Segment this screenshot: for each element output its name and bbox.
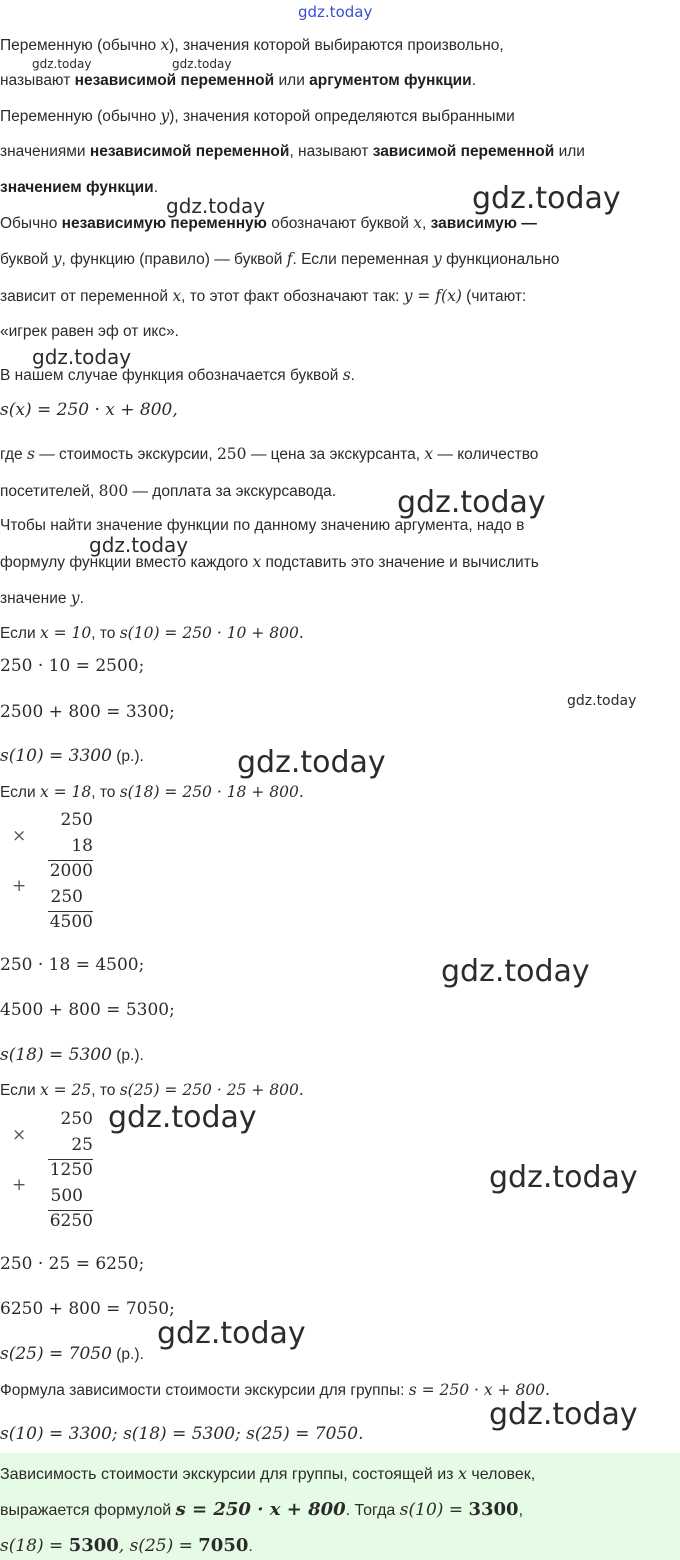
answer-box xyxy=(0,1453,680,1560)
text: , функцию (правило) — буквой xyxy=(61,251,287,268)
math-formula: y = f(x) xyxy=(403,287,462,305)
column-multiplication xyxy=(0,1107,120,1231)
answer-value: 7050 xyxy=(198,1535,249,1556)
answer-value: 5300 xyxy=(68,1535,119,1556)
text: , xyxy=(518,1502,524,1519)
text: Если xyxy=(0,784,40,801)
math-var: x xyxy=(413,214,422,232)
calc-step: 4500 + 800 = 5300; xyxy=(0,1000,175,1020)
math-formula: x = 25 xyxy=(39,1081,92,1099)
watermark: gdz.today xyxy=(237,745,386,780)
text: . xyxy=(350,367,355,384)
bold-term: зависимую — xyxy=(430,215,537,232)
text: или xyxy=(274,72,310,89)
math-var: y xyxy=(70,589,80,607)
text: посетителей, xyxy=(0,483,99,500)
math-var: f xyxy=(286,250,293,268)
text: ), значения которой определяются выбранными xyxy=(169,108,515,125)
summary-values xyxy=(0,1423,680,1445)
text: называют xyxy=(0,72,75,89)
text: , то этот факт обозначают так: xyxy=(181,288,404,305)
paragraph-line xyxy=(0,105,680,128)
bold-term: зависимой переменной xyxy=(372,143,555,160)
math-formula: s(10) = 3300; s(18) = 5300; s(25) = 7050. xyxy=(0,1424,364,1444)
paragraph-line xyxy=(0,480,680,503)
function-formula xyxy=(0,399,680,421)
watermark: gdz.today xyxy=(108,1100,257,1135)
factor: 18 xyxy=(71,836,93,856)
calc-heading xyxy=(0,781,680,804)
plus-sign: + xyxy=(12,876,27,896)
watermark-top: gdz.today xyxy=(298,3,373,21)
text: буквой xyxy=(0,251,53,268)
math-formula: s(18) = 250 · 18 + 800. xyxy=(119,783,304,801)
text: зависит от переменной xyxy=(0,288,173,305)
product: 4500 xyxy=(49,912,93,932)
text: человек, xyxy=(466,1466,536,1483)
text: ), значения которой выбираются произвольно, xyxy=(169,37,504,54)
math-formula: x = 18 xyxy=(39,783,92,801)
math-formula: s(x) = 250 · x + 800, xyxy=(0,400,178,420)
calc-step: 6250 + 800 = 7050; xyxy=(0,1299,175,1319)
math-formula: s(25) = 7050 xyxy=(0,1344,112,1364)
math-formula: s(10) = 250 · 10 + 800. xyxy=(119,624,304,642)
summary-line xyxy=(0,1379,680,1402)
text: (р.). xyxy=(111,1346,144,1363)
paragraph-line xyxy=(0,364,680,387)
text: Если xyxy=(0,1082,40,1099)
times-sign: × xyxy=(12,826,27,846)
text: , то xyxy=(91,784,120,801)
paragraph-line xyxy=(0,587,680,610)
text: В нашем случае функция обозначается буквой xyxy=(0,367,343,384)
paragraph-line xyxy=(0,248,680,271)
paragraph-line xyxy=(0,70,680,92)
bold-term: независимой переменной xyxy=(89,143,290,160)
text: . Если переменная xyxy=(292,251,434,268)
text: значение xyxy=(0,590,71,607)
factor: 250 xyxy=(60,1109,93,1129)
text: — цена за экскурсанта, xyxy=(246,446,425,463)
text: выражается формулой xyxy=(0,1502,176,1519)
text: формулу функции вместо каждого xyxy=(0,554,253,571)
plus-sign: + xyxy=(12,1175,27,1195)
watermark: gdz.today xyxy=(157,1316,306,1351)
calc-result xyxy=(0,1044,680,1067)
partial-product: 1250 xyxy=(49,1160,93,1180)
partial-product: 2000 xyxy=(49,861,93,881)
math-formula: s(18) = xyxy=(0,1536,69,1556)
text: Обычно xyxy=(0,215,62,232)
text: , то xyxy=(91,1082,120,1099)
watermark: gdz.today xyxy=(89,533,189,557)
calc-result xyxy=(0,745,680,768)
factor: 250 xyxy=(60,810,93,830)
text: «игрек равен эф от икс». xyxy=(0,323,179,340)
watermark: gdz.today xyxy=(166,194,266,218)
text: значениями xyxy=(0,143,90,160)
text: (читают: xyxy=(461,288,527,305)
partial-product: 500 xyxy=(50,1186,83,1206)
text: Чтобы найти значение функции по данному значению аргумента, надо в xyxy=(0,517,525,534)
text: , xyxy=(421,215,431,232)
watermark: gdz.today xyxy=(32,345,132,369)
math-formula: s(10) = 3300 xyxy=(0,746,112,766)
calc-step: 2500 + 800 = 3300; xyxy=(0,702,175,722)
watermark: gdz.today xyxy=(172,57,232,71)
watermark: gdz.today xyxy=(441,954,590,989)
math-formula: s(25) = 250 · 25 + 800. xyxy=(119,1081,304,1099)
math-num: 800 xyxy=(98,482,129,500)
watermark: gdz.today xyxy=(472,181,621,216)
answer-line xyxy=(0,1463,680,1486)
text: обозначают буквой xyxy=(266,215,414,232)
text: (р.). xyxy=(111,1047,144,1064)
calc-step: 250 · 18 = 4500; xyxy=(0,955,145,975)
answer-formula: s = 250 · x + 800 xyxy=(175,1499,346,1520)
watermark: gdz.today xyxy=(567,693,637,709)
paragraph-line xyxy=(0,443,680,466)
paragraph-line xyxy=(0,141,680,163)
partial-product: 250 xyxy=(50,887,83,907)
math-var: x xyxy=(252,553,262,571)
text: — стоимость экскурсии, xyxy=(34,446,217,463)
math-var: y xyxy=(160,107,170,125)
math-formula: x = 10 xyxy=(39,624,92,642)
calc-heading xyxy=(0,1079,680,1102)
math-var: x xyxy=(172,287,182,305)
watermark: gdz.today xyxy=(489,1397,638,1432)
math-var: y xyxy=(433,250,442,268)
text: . Тогда xyxy=(345,1502,400,1519)
paragraph-line xyxy=(0,212,680,235)
text: . xyxy=(248,1538,253,1555)
text: Зависимость стоимости экскурсии для группы, состоящей из xyxy=(0,1466,458,1483)
bold-term: значением функции xyxy=(0,179,154,196)
bold-term: независимой переменной xyxy=(74,72,275,89)
text: Переменную (обычно xyxy=(0,37,161,54)
answer-value: 3300 xyxy=(468,1499,519,1520)
text: или xyxy=(554,143,585,160)
text: — доплата за экскурсавода. xyxy=(128,483,337,500)
math-var: y xyxy=(52,250,62,268)
text: , называют xyxy=(289,143,373,160)
product: 6250 xyxy=(49,1211,93,1231)
math-var: x xyxy=(457,1464,467,1483)
calc-result xyxy=(0,1343,680,1366)
math-formula: s(10) = xyxy=(399,1500,469,1520)
math-var: s xyxy=(26,445,35,463)
text: , то xyxy=(91,625,120,642)
math-var: s xyxy=(342,366,351,384)
math-var: x xyxy=(160,36,170,54)
math-num: 250 xyxy=(216,445,247,463)
text: — количество xyxy=(433,446,539,463)
math-var: x xyxy=(424,445,434,463)
paragraph-line xyxy=(0,285,680,308)
text: . xyxy=(153,179,158,196)
times-sign: × xyxy=(12,1125,27,1145)
text: . xyxy=(471,72,476,89)
answer-line xyxy=(0,1535,680,1558)
math-formula: , s(25) = xyxy=(118,1536,199,1556)
text: (р.). xyxy=(111,748,144,765)
text: Переменную (обычно xyxy=(0,108,161,125)
text: Если xyxy=(0,625,40,642)
bold-term: независимую переменную xyxy=(61,215,267,232)
paragraph-line xyxy=(0,177,680,199)
calc-step: 250 · 25 = 6250; xyxy=(0,1254,145,1274)
text: где xyxy=(0,446,27,463)
column-multiplication xyxy=(0,808,120,932)
calc-step: 250 · 10 = 2500; xyxy=(0,656,145,676)
calc-heading xyxy=(0,622,680,645)
text: подставить это значение и вычислить xyxy=(261,554,539,571)
watermark: gdz.today xyxy=(397,485,546,520)
text: функционально xyxy=(441,251,560,268)
paragraph-line xyxy=(0,321,680,343)
paragraph-line xyxy=(0,551,680,574)
watermark: gdz.today xyxy=(32,57,92,71)
factor: 25 xyxy=(71,1135,93,1155)
text: . xyxy=(79,590,84,607)
text: Формула зависимости стоимости экскурсии для группы: xyxy=(0,1382,409,1399)
math-formula: s = 250 · x + 800. xyxy=(408,1381,550,1399)
paragraph-line xyxy=(0,34,680,57)
bold-term: аргументом функции xyxy=(309,72,472,89)
answer-line xyxy=(0,1499,680,1522)
paragraph-line xyxy=(0,515,680,537)
watermark: gdz.today xyxy=(489,1160,638,1195)
math-formula: s(18) = 5300 xyxy=(0,1045,112,1065)
